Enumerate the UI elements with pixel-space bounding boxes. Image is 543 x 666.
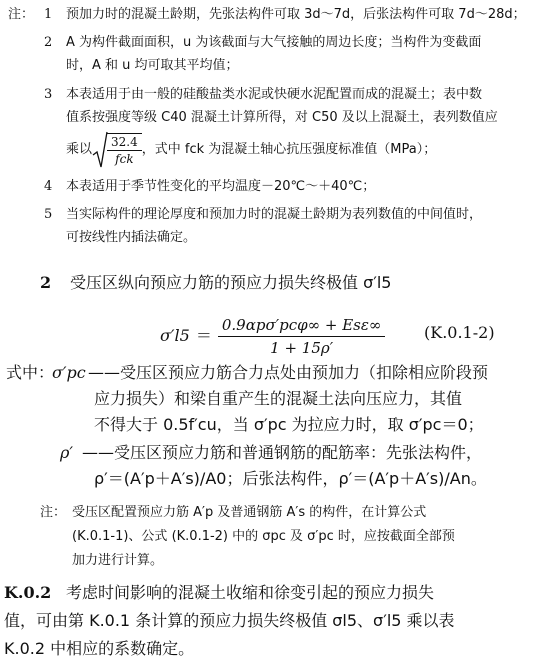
formula-denominator: 1 + 15ρ′ [270,338,334,357]
note2-line-2: (K.0.1-1)、公式 (K.0.1-2) 中的 σpc 及 σ′pc 时，应按截面全部预 [72,529,455,544]
note2-line-1: 受压区配置预应力筋 A′p 及普通钢筋 A′s 的构件，在计算公式 [72,505,427,520]
def2-line-1: ——受压区预应力筋和普通钢筋的配筋率：先张法构件， [82,443,483,462]
note-2-line-2: 时，A 和 u 均可取其平均值； [66,58,239,73]
note-5-line-2: 可按线性内插法确定。 [66,230,197,245]
formula-lhs: σ′l5 [160,326,190,345]
note-3-line-1: 本表适用于由一般的硅酸盐类水泥或快硬水泥配置而成的混凝土；表中数 [66,87,483,102]
clause-number: K.0.2 [4,583,52,602]
formula-reference: (K.0.1-2) [424,323,495,342]
section-title: 受压区纵向预应力筋的预应力损失终极值 σ′l5 [70,273,392,292]
note-3-line-3 [66,130,436,170]
note-3-number: 3 [44,87,53,102]
section-number: 2 [40,273,52,292]
def2-line-2: ρ′＝(A′p＋A′s)/A0；后张法构件，ρ′＝(A′p＋A′s)/An。 [94,469,487,488]
note2-label: 注： [40,505,67,520]
formula-numerator: 0.9αpσ′pcφ∞ + Esε∞ [218,314,386,337]
notes-label: 注： [8,7,35,22]
def1-line-3: 不得大于 0.5f′cu，当 σ′pc 为拉应力时，取 σ′pc＝0； [94,415,484,434]
note-3-line-2: 值系按强度等级 C40 混凝土计算所得，对 C50 及以上混凝土，表列数值应 [66,110,498,125]
note-4-number: 4 [44,179,53,194]
note-2-number: 2 [44,35,53,50]
note2-line-3: 加力进行计算。 [72,553,164,568]
formula-fraction [218,314,386,359]
formula-k012: σ′l5 ＝ $\frac{\text{0.9αpσ′pcφ∞ + Esε∞}}{1 + 15\rho'}$ [160,308,385,364]
note-4-line-1: 本表适用于季节性变化的平均温度－20℃～＋40℃； [66,179,376,194]
sqrt-sign-icon [92,131,108,169]
note-1-line-1: 预加力时的混凝土龄期，先张法构件可取 3d～7d，后张法构件可取 7d～28d； [66,7,526,22]
note-5-number: 5 [44,207,53,222]
sqrt-fraction [107,133,142,167]
note-5-line-1: 当实际构件的理论厚度和预加力时的混凝土龄期为表列数值的中间值时， [66,207,483,222]
multiply-suffix: ，式中 fck 为混凝土轴心抗压强度标准值（MPa）； [141,142,437,157]
def1-line-2: 应力损失）和梁自重产生的混凝土法向压应力，其值 [94,389,463,408]
clause-line-2: 值，可由第 K.0.1 条计算的预应力损失终极值 σl5、σ′l5 乘以表 [4,611,455,630]
sqrt-denominator: fck [115,152,134,166]
sqrt-expression [92,131,108,169]
clause-line-1: 考虑时间影响的混凝土收缩和徐变引起的预应力损失 [66,583,435,602]
sqrt-numerator: 32.4 [107,134,142,151]
def1-line-1: ——受压区预应力筋合力点处由预加力（扣除相应阶段预 [88,363,489,382]
multiply-prefix: 乘以 [66,142,93,157]
def1-symbol: σ′pc [52,363,86,382]
note-2-line-1: A 为构件截面面积，u 为该截面与大气接触的周边长度；当构件为变截面 [66,35,482,50]
clause-line-3: K.0.2 中相应的系数确定。 [4,639,195,658]
where-label: 式中： [6,363,55,382]
note-1-number: 1 [44,7,53,22]
def2-symbol: ρ′ [60,443,74,462]
